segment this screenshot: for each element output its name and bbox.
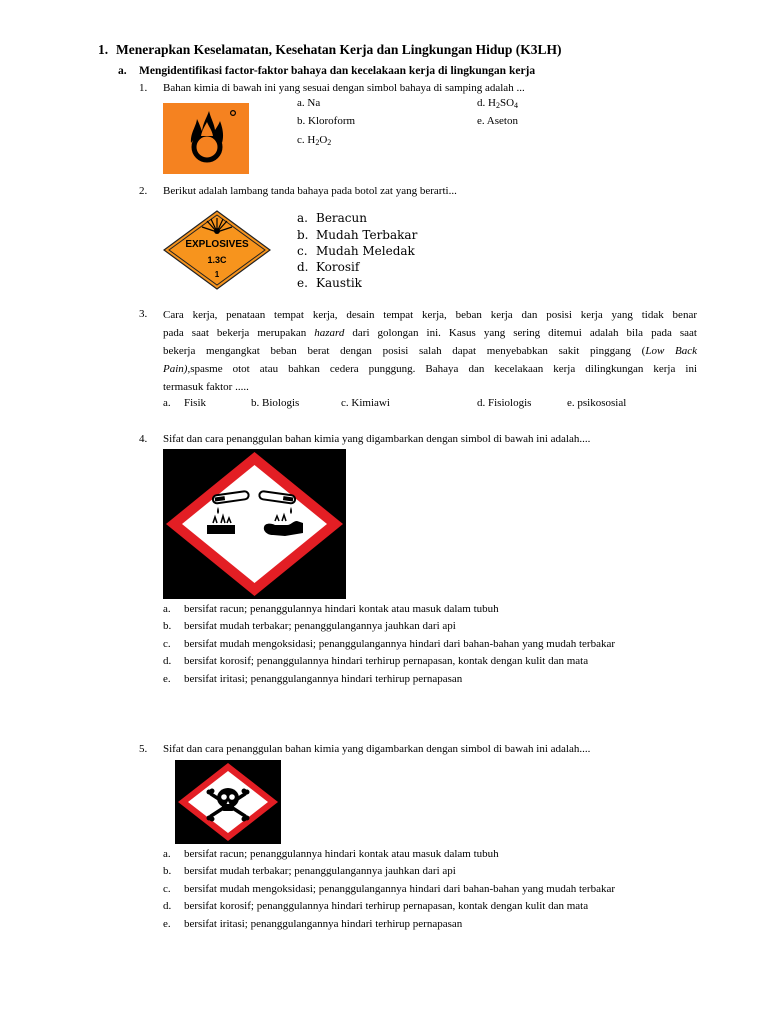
q2-option-a: Beracun <box>316 211 367 225</box>
q4-option-b: bersifat mudah terbakar; penanggulangannya jauhkan dari api <box>184 620 456 632</box>
q1-text: Bahan kimia di bawah ini yang sesuai dengan simbol bahaya di samping adalah ... <box>163 82 525 94</box>
q3-line-5: termasuk faktor ..... <box>163 381 249 393</box>
q3-option-a-letter: a. <box>163 397 171 409</box>
heading-title: Menerapkan Keselamatan, Kesehatan Kerja dan Lingkungan Hidup (K3LH) <box>116 42 562 57</box>
q2-option-e: Kaustik <box>316 276 362 290</box>
q3-option-e: e. psikososial <box>567 397 627 409</box>
subheading-letter: a. <box>118 65 127 77</box>
corrosive-ghs-icon <box>163 449 346 599</box>
q3-line-1: Cara kerja, penataan tempat kerja, desain tempat kerja, beban kerja dan posisi kerja yang tidak benar <box>163 309 697 321</box>
q4-option-e: bersifat iritasi; penanggulangannya hindari terhirup pernapasan <box>184 673 463 685</box>
q2-option-c-letter: c. <box>297 244 308 258</box>
q3-number: 3. <box>139 308 148 320</box>
heading-number: 1. <box>98 42 109 57</box>
q2-option-d: Korosif <box>316 260 360 274</box>
explosives-division: 1.3C <box>207 255 227 265</box>
q4-text: Sifat dan cara penanggulan bahan kimia yang digambarkan dengan simbol di bawah ini adalah.... <box>163 433 591 445</box>
q4-option-c: bersifat mudah mengoksidasi; penanggulangannya hindari dari bahan-bahan yang mudah terbakar <box>184 638 615 650</box>
q4-number: 4. <box>139 433 148 445</box>
q5-option-c: bersifat mudah mengoksidasi; penanggulangannya hindari dari bahan-bahan yang mudah terbakar <box>184 883 615 895</box>
q4-option-d-letter: d. <box>163 655 172 667</box>
q4-option-a: bersifat racun; penanggulannya hindari kontak atau masuk dalam tubuh <box>184 603 499 615</box>
q4-option-a-letter: a. <box>163 603 171 615</box>
q5-option-e-letter: e. <box>163 918 171 930</box>
q3-line-4: Pain),spasme otot atau bahkan cedera punggung. Bahaya dan kecelakaan kerja dilingkungan kerja ini <box>163 363 697 375</box>
q5-option-d-letter: d. <box>163 900 172 912</box>
q4-option-d: bersifat korosif; penanggulannya hindari terhirup pernapasan, kontak dengan kulit dan mata <box>184 655 589 667</box>
q2-option-b: Mudah Terbakar <box>316 228 418 242</box>
q3-option-d: d. Fisiologis <box>477 397 532 409</box>
q1-option-e: e. Aseton <box>477 115 518 127</box>
explosives-label: EXPLOSIVES <box>185 239 249 250</box>
q2-option-c: Mudah Meledak <box>316 244 415 258</box>
q3-option-a: Fisik <box>184 397 207 409</box>
q2-number: 2. <box>139 185 148 197</box>
q2-option-b-letter: b. <box>297 228 309 242</box>
explosives-class: 1 <box>214 270 220 279</box>
explosives-diamond-icon <box>163 210 271 290</box>
q5-option-e: bersifat iritasi; penanggulangannya hindari terhirup pernapasan <box>184 918 463 930</box>
skull-crossbones-ghs-icon <box>175 760 281 844</box>
q5-text: Sifat dan cara penanggulan bahan kimia yang digambarkan dengan simbol di bawah ini adalah.... <box>163 743 591 755</box>
q3-option-b: b. Biologis <box>251 397 300 409</box>
q3-line-2: pada saat bekerja merupakan hazard dari golongan ini. Kasus yang sering ditemui adalah bila pada saat <box>163 327 697 339</box>
q2-text: Berikut adalah lambang tanda bahaya pada botol zat yang berarti... <box>163 185 457 197</box>
q5-option-c-letter: c. <box>163 883 171 895</box>
subheading-title: Mengidentifikasi factor-faktor bahaya dan kecelakaan kerja di lingkungan kerja <box>139 65 536 77</box>
q4-option-c-letter: c. <box>163 638 171 650</box>
q1-option-d: d. $H_2SO_4$ <box>477 97 519 110</box>
oxidizing-flame-over-circle-icon <box>163 103 249 174</box>
q2-option-a-letter: a. <box>297 211 308 225</box>
q2-option-e-letter: e. <box>297 276 308 290</box>
q5-option-b: bersifat mudah terbakar; penanggulangannya jauhkan dari api <box>184 865 456 877</box>
q3-option-c: c. Kimiawi <box>341 397 390 409</box>
q5-option-d: bersifat korosif; penanggulannya hindari terhirup pernapasan, kontak dengan kulit dan mata <box>184 900 589 912</box>
q3-line-3: bekerja mengangkat beban berat dengan posisi salah dapat menyebabkan sakit pinggang (Low Back <box>163 345 697 357</box>
q4-option-b-letter: b. <box>163 620 172 632</box>
q5-option-b-letter: b. <box>163 865 172 877</box>
q1-number: 1. <box>139 82 148 94</box>
q5-number: 5. <box>139 743 148 755</box>
q1-option-a: a. Na <box>297 97 321 109</box>
q5-option-a: bersifat racun; penanggulannya hindari kontak atau masuk dalam tubuh <box>184 848 499 860</box>
q4-option-e-letter: e. <box>163 673 171 685</box>
q2-option-d-letter: d. <box>297 260 309 274</box>
q5-option-a-letter: a. <box>163 848 171 860</box>
q1-option-b: b. Kloroform <box>297 115 356 127</box>
q1-option-c: c. $H_2O_2$ <box>297 134 332 147</box>
